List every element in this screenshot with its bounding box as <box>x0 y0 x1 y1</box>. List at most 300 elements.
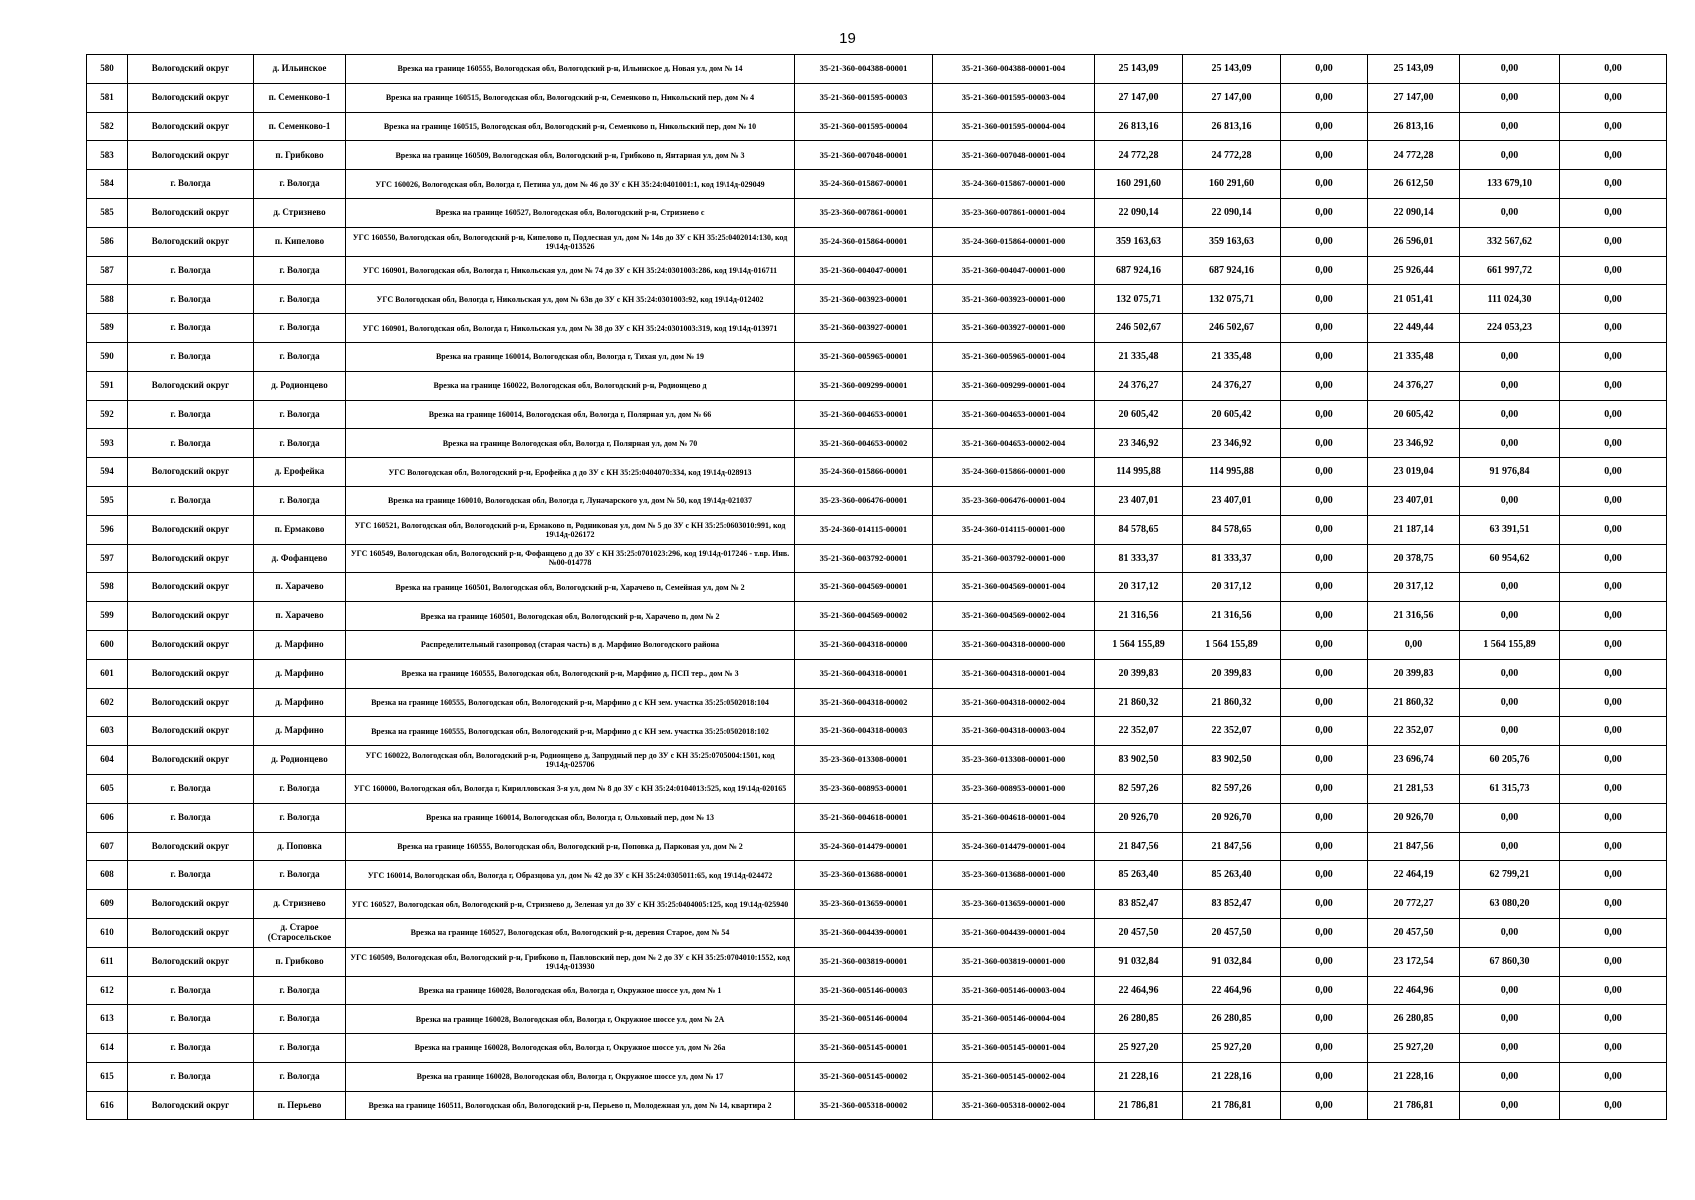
object-address-cell: УГС 160000, Вологодская обл, Вологда г, Кирилловская 3-я ул, дом № 8 до ЗУ с КН 35:24:0104013:525, код 19\14д-020165 <box>346 774 795 803</box>
district-cell: Вологодский округ <box>128 602 254 631</box>
value-other-cell: 0,00 <box>1560 342 1667 371</box>
row-number-cell: 589 <box>87 314 128 343</box>
object-address-cell: Врезка на границе 160014, Вологодская обл, Вологда г, Полярная ул, дом № 66 <box>346 400 795 429</box>
value-total-cell: 27 147,00 <box>1183 83 1281 112</box>
component-code-cell: 35-23-360-013688-00001-000 <box>933 861 1095 890</box>
value-total-cell: 21 228,16 <box>1183 1062 1281 1091</box>
object-address-cell: Врезка на границе 160515, Вологодская обл, Вологодский р-н, Семенково п, Никольский пер, дом № 4 <box>346 83 795 112</box>
value-part-a-cell: 21 316,56 <box>1368 602 1460 631</box>
value-other-cell: 0,00 <box>1560 227 1667 256</box>
value-initial-cell: 25 927,20 <box>1095 1034 1183 1063</box>
value-other-cell: 0,00 <box>1560 486 1667 515</box>
value-other-cell: 0,00 <box>1560 55 1667 84</box>
value-total-cell: 91 032,84 <box>1183 947 1281 976</box>
inventory-code-cell: 35-21-360-007048-00001 <box>795 141 933 170</box>
district-cell: Вологодский округ <box>128 659 254 688</box>
object-address-cell: Врезка на границе 160028, Вологодская обл, Вологда г, Окружное шоссе ул, дом № 2А <box>346 1005 795 1034</box>
value-part-b-cell: 0,00 <box>1460 976 1560 1005</box>
value-other-cell: 0,00 <box>1560 515 1667 544</box>
value-part-b-cell: 224 053,23 <box>1460 314 1560 343</box>
component-code-cell: 35-21-360-004318-00000-000 <box>933 630 1095 659</box>
value-part-b-cell: 63 080,20 <box>1460 890 1560 919</box>
settlement-cell: г. Вологда <box>254 170 346 199</box>
value-initial-cell: 23 346,92 <box>1095 429 1183 458</box>
row-number-cell: 585 <box>87 198 128 227</box>
value-zero-cell: 0,00 <box>1281 515 1368 544</box>
inventory-code-cell: 35-21-360-003927-00001 <box>795 314 933 343</box>
settlement-cell: г. Вологда <box>254 1034 346 1063</box>
value-part-a-cell: 20 378,75 <box>1368 544 1460 573</box>
value-part-b-cell: 0,00 <box>1460 918 1560 947</box>
object-address-cell: Врезка на границе 160555, Вологодская обл, Вологодский р-н, Ильинское д, Новая ул, дом № 14 <box>346 55 795 84</box>
value-total-cell: 81 333,37 <box>1183 544 1281 573</box>
value-zero-cell: 0,00 <box>1281 400 1368 429</box>
component-code-cell: 35-21-360-004653-00001-004 <box>933 400 1095 429</box>
table-row <box>87 602 1667 631</box>
district-cell: г. Вологда <box>128 774 254 803</box>
value-zero-cell: 0,00 <box>1281 342 1368 371</box>
value-total-cell: 21 335,48 <box>1183 342 1281 371</box>
settlement-cell: г. Вологда <box>254 803 346 832</box>
district-cell: г. Вологда <box>128 400 254 429</box>
object-address-cell: УГС 160509, Вологодская обл, Вологодский р-н, Грибково п, Павловский пер, дом № 2 до ЗУ с КН 35:25:0704010:1552, код 19\14д-013930 <box>346 947 795 976</box>
value-initial-cell: 83 852,47 <box>1095 890 1183 919</box>
value-initial-cell: 22 464,96 <box>1095 976 1183 1005</box>
table-row <box>87 717 1667 746</box>
object-address-cell: Врезка на границе 160014, Вологодская обл, Вологда г, Тихая ул, дом № 19 <box>346 342 795 371</box>
object-address-cell: Врезка на границе 160555, Вологодская обл, Вологодский р-н, Марфино д с КН зем. участка 35:25:0502018:102 <box>346 717 795 746</box>
value-total-cell: 25 143,09 <box>1183 55 1281 84</box>
row-number-cell: 591 <box>87 371 128 400</box>
value-initial-cell: 132 075,71 <box>1095 285 1183 314</box>
table-row <box>87 630 1667 659</box>
component-code-cell: 35-21-360-009299-00001-004 <box>933 371 1095 400</box>
value-part-a-cell: 20 772,27 <box>1368 890 1460 919</box>
district-cell: г. Вологда <box>128 285 254 314</box>
inventory-code-cell: 35-21-360-004569-00002 <box>795 602 933 631</box>
value-total-cell: 20 605,42 <box>1183 400 1281 429</box>
value-initial-cell: 81 333,37 <box>1095 544 1183 573</box>
settlement-cell: д. Родионцево <box>254 746 346 775</box>
settlement-cell: п. Харачево <box>254 573 346 602</box>
object-address-cell: УГС 160550, Вологодская обл, Вологодский р-н, Кипелово п, Подлесная ул, дом № 14в до ЗУ с КН 35:25:0402014:130, код 19\14д-013526 <box>346 227 795 256</box>
settlement-cell: д. Старое (Старосельское <box>254 918 346 947</box>
inventory-code-cell: 35-21-360-005318-00002 <box>795 1091 933 1120</box>
table-row <box>87 227 1667 256</box>
value-zero-cell: 0,00 <box>1281 573 1368 602</box>
value-initial-cell: 91 032,84 <box>1095 947 1183 976</box>
value-part-a-cell: 26 596,01 <box>1368 227 1460 256</box>
value-part-a-cell: 22 464,96 <box>1368 976 1460 1005</box>
value-part-a-cell: 23 696,74 <box>1368 746 1460 775</box>
value-part-b-cell: 0,00 <box>1460 573 1560 602</box>
object-address-cell: УГС Вологодская обл, Вологодский р-н, Ерофейка д до ЗУ с КН 35:25:0404070:334, код 19\14д-028913 <box>346 458 795 487</box>
object-address-cell: Врезка на границе 160511, Вологодская обл, Вологодский р-н, Перьево п, Молодежная ул, дом № 14, квартира 2 <box>346 1091 795 1120</box>
component-code-cell: 35-21-360-003923-00001-000 <box>933 285 1095 314</box>
value-zero-cell: 0,00 <box>1281 688 1368 717</box>
row-number-cell: 582 <box>87 112 128 141</box>
inventory-code-cell: 35-21-360-004618-00001 <box>795 803 933 832</box>
settlement-cell: г. Вологда <box>254 861 346 890</box>
value-total-cell: 22 464,96 <box>1183 976 1281 1005</box>
value-part-a-cell: 21 786,81 <box>1368 1091 1460 1120</box>
value-part-a-cell: 21 051,41 <box>1368 285 1460 314</box>
inventory-code-cell: 35-21-360-005146-00004 <box>795 1005 933 1034</box>
object-address-cell: УГС 160901, Вологодская обл, Вологда г, Никольская ул, дом № 74 до ЗУ с КН 35:24:0301003:286, код 19\14д-016711 <box>346 256 795 285</box>
inventory-code-cell: 35-23-360-013659-00001 <box>795 890 933 919</box>
district-cell: Вологодский округ <box>128 890 254 919</box>
value-total-cell: 83 852,47 <box>1183 890 1281 919</box>
component-code-cell: 35-21-360-005145-00001-004 <box>933 1034 1095 1063</box>
value-other-cell: 0,00 <box>1560 717 1667 746</box>
value-part-a-cell: 23 172,54 <box>1368 947 1460 976</box>
value-part-b-cell: 0,00 <box>1460 400 1560 429</box>
row-number-cell: 598 <box>87 573 128 602</box>
settlement-cell: д. Стризнево <box>254 890 346 919</box>
table-row <box>87 976 1667 1005</box>
value-part-a-cell: 22 090,14 <box>1368 198 1460 227</box>
value-initial-cell: 1 564 155,89 <box>1095 630 1183 659</box>
table-row <box>87 1062 1667 1091</box>
settlement-cell: д. Марфино <box>254 688 346 717</box>
object-address-cell: Врезка на границе 160555, Вологодская обл, Вологодский р-н, Марфино д с КН зем. участка 35:25:0502018:104 <box>346 688 795 717</box>
value-other-cell: 0,00 <box>1560 400 1667 429</box>
value-total-cell: 21 316,56 <box>1183 602 1281 631</box>
value-total-cell: 246 502,67 <box>1183 314 1281 343</box>
settlement-cell: д. Родионцево <box>254 371 346 400</box>
value-other-cell: 0,00 <box>1560 659 1667 688</box>
value-part-a-cell: 24 376,27 <box>1368 371 1460 400</box>
settlement-cell: д. Ерофейка <box>254 458 346 487</box>
value-zero-cell: 0,00 <box>1281 602 1368 631</box>
inventory-code-cell: 35-21-360-004318-00001 <box>795 659 933 688</box>
table-row <box>87 803 1667 832</box>
value-other-cell: 0,00 <box>1560 112 1667 141</box>
settlement-cell: г. Вологда <box>254 429 346 458</box>
value-part-a-cell: 24 772,28 <box>1368 141 1460 170</box>
row-number-cell: 610 <box>87 918 128 947</box>
value-other-cell: 0,00 <box>1560 918 1667 947</box>
component-code-cell: 35-21-360-003927-00001-000 <box>933 314 1095 343</box>
object-address-cell: Врезка на границе 160028, Вологодская обл, Вологда г, Окружное шоссе ул, дом № 1 <box>346 976 795 1005</box>
object-address-cell: Врезка на границе 160010, Вологодская обл, Вологда г, Луначарского ул, дом № 50, код 19\14д-021037 <box>346 486 795 515</box>
value-zero-cell: 0,00 <box>1281 544 1368 573</box>
value-zero-cell: 0,00 <box>1281 285 1368 314</box>
value-initial-cell: 85 263,40 <box>1095 861 1183 890</box>
value-initial-cell: 20 399,83 <box>1095 659 1183 688</box>
component-code-cell: 35-21-360-005146-00003-004 <box>933 976 1095 1005</box>
value-total-cell: 85 263,40 <box>1183 861 1281 890</box>
value-part-b-cell: 111 024,30 <box>1460 285 1560 314</box>
district-cell: Вологодский округ <box>128 55 254 84</box>
value-total-cell: 82 597,26 <box>1183 774 1281 803</box>
value-initial-cell: 24 772,28 <box>1095 141 1183 170</box>
district-cell: г. Вологда <box>128 486 254 515</box>
value-part-a-cell: 20 926,70 <box>1368 803 1460 832</box>
settlement-cell: г. Вологда <box>254 400 346 429</box>
district-cell: г. Вологда <box>128 976 254 1005</box>
district-cell: г. Вологда <box>128 314 254 343</box>
row-number-cell: 581 <box>87 83 128 112</box>
district-cell: Вологодский округ <box>128 717 254 746</box>
value-zero-cell: 0,00 <box>1281 947 1368 976</box>
district-cell: г. Вологда <box>128 429 254 458</box>
value-initial-cell: 84 578,65 <box>1095 515 1183 544</box>
inventory-code-cell: 35-24-360-015864-00001 <box>795 227 933 256</box>
value-part-a-cell: 20 605,42 <box>1368 400 1460 429</box>
inventory-code-cell: 35-21-360-003819-00001 <box>795 947 933 976</box>
value-total-cell: 20 926,70 <box>1183 803 1281 832</box>
value-initial-cell: 20 926,70 <box>1095 803 1183 832</box>
settlement-cell: г. Вологда <box>254 1005 346 1034</box>
inventory-code-cell: 35-21-360-005145-00002 <box>795 1062 933 1091</box>
settlement-cell: г. Вологда <box>254 976 346 1005</box>
district-cell: Вологодский округ <box>128 112 254 141</box>
value-part-b-cell: 0,00 <box>1460 717 1560 746</box>
value-part-a-cell: 22 352,07 <box>1368 717 1460 746</box>
value-other-cell: 0,00 <box>1560 1005 1667 1034</box>
table-row <box>87 746 1667 775</box>
value-part-b-cell: 133 679,10 <box>1460 170 1560 199</box>
component-code-cell: 35-21-360-004318-00001-004 <box>933 659 1095 688</box>
value-initial-cell: 24 376,27 <box>1095 371 1183 400</box>
component-code-cell: 35-21-360-004388-00001-004 <box>933 55 1095 84</box>
value-part-a-cell: 22 464,19 <box>1368 861 1460 890</box>
value-part-a-cell: 23 407,01 <box>1368 486 1460 515</box>
value-other-cell: 0,00 <box>1560 890 1667 919</box>
value-other-cell: 0,00 <box>1560 746 1667 775</box>
value-total-cell: 687 924,16 <box>1183 256 1281 285</box>
value-zero-cell: 0,00 <box>1281 55 1368 84</box>
value-zero-cell: 0,00 <box>1281 486 1368 515</box>
inventory-code-cell: 35-21-360-004439-00001 <box>795 918 933 947</box>
object-address-cell: Врезка на границе 160555, Вологодская обл, Вологодский р-н, Поповка д, Парковая ул, дом № 2 <box>346 832 795 861</box>
value-part-b-cell: 0,00 <box>1460 112 1560 141</box>
row-number-cell: 614 <box>87 1034 128 1063</box>
table-row <box>87 688 1667 717</box>
value-zero-cell: 0,00 <box>1281 1062 1368 1091</box>
value-part-b-cell: 0,00 <box>1460 688 1560 717</box>
component-code-cell: 35-21-360-004569-00002-004 <box>933 602 1095 631</box>
value-zero-cell: 0,00 <box>1281 832 1368 861</box>
table-row <box>87 198 1667 227</box>
value-part-a-cell: 23 346,92 <box>1368 429 1460 458</box>
settlement-cell: п. Перьево <box>254 1091 346 1120</box>
value-part-b-cell: 0,00 <box>1460 55 1560 84</box>
component-code-cell: 35-21-360-004618-00001-004 <box>933 803 1095 832</box>
value-zero-cell: 0,00 <box>1281 141 1368 170</box>
component-code-cell: 35-21-360-001595-00003-004 <box>933 83 1095 112</box>
object-address-cell: Врезка на границе 160501, Вологодская обл, Вологодский р-н, Харачево п, дом № 2 <box>346 602 795 631</box>
component-code-cell: 35-23-360-013659-00001-000 <box>933 890 1095 919</box>
inventory-code-cell: 35-21-360-003792-00001 <box>795 544 933 573</box>
inventory-code-cell: 35-21-360-004318-00002 <box>795 688 933 717</box>
value-part-b-cell: 0,00 <box>1460 486 1560 515</box>
table-row <box>87 256 1667 285</box>
object-address-cell: Врезка на границе 160022, Вологодская обл, Вологодский р-н, Родионцево д <box>346 371 795 400</box>
settlement-cell: д. Фофанцево <box>254 544 346 573</box>
row-number-cell: 605 <box>87 774 128 803</box>
row-number-cell: 592 <box>87 400 128 429</box>
inventory-code-cell: 35-21-360-004653-00002 <box>795 429 933 458</box>
settlement-cell: п. Кипелово <box>254 227 346 256</box>
asset-table <box>86 54 1667 1120</box>
inventory-code-cell: 35-23-360-008953-00001 <box>795 774 933 803</box>
value-total-cell: 23 407,01 <box>1183 486 1281 515</box>
value-initial-cell: 20 457,50 <box>1095 918 1183 947</box>
inventory-code-cell: 35-21-360-004653-00001 <box>795 400 933 429</box>
row-number-cell: 596 <box>87 515 128 544</box>
value-total-cell: 24 376,27 <box>1183 371 1281 400</box>
value-total-cell: 26 280,85 <box>1183 1005 1281 1034</box>
value-part-b-cell: 0,00 <box>1460 832 1560 861</box>
settlement-cell: г. Вологда <box>254 314 346 343</box>
object-address-cell: УГС 160022, Вологодская обл, Вологодский р-н, Родионцево д, Запрудный пер до ЗУ с КН 35:25:0705004:1501, код 19\14д-025706 <box>346 746 795 775</box>
inventory-code-cell: 35-21-360-001595-00003 <box>795 83 933 112</box>
value-other-cell: 0,00 <box>1560 803 1667 832</box>
value-initial-cell: 21 860,32 <box>1095 688 1183 717</box>
value-total-cell: 84 578,65 <box>1183 515 1281 544</box>
row-number-cell: 613 <box>87 1005 128 1034</box>
component-code-cell: 35-21-360-005146-00004-004 <box>933 1005 1095 1034</box>
value-part-a-cell: 23 019,04 <box>1368 458 1460 487</box>
table-row <box>87 285 1667 314</box>
value-other-cell: 0,00 <box>1560 544 1667 573</box>
value-part-b-cell: 0,00 <box>1460 659 1560 688</box>
component-code-cell: 35-21-360-003819-00001-000 <box>933 947 1095 976</box>
value-total-cell: 114 995,88 <box>1183 458 1281 487</box>
value-initial-cell: 26 280,85 <box>1095 1005 1183 1034</box>
inventory-code-cell: 35-21-360-004569-00001 <box>795 573 933 602</box>
district-cell: г. Вологда <box>128 256 254 285</box>
row-number-cell: 593 <box>87 429 128 458</box>
inventory-code-cell: 35-23-360-006476-00001 <box>795 486 933 515</box>
value-part-a-cell: 21 847,56 <box>1368 832 1460 861</box>
row-number-cell: 594 <box>87 458 128 487</box>
object-address-cell: УГС 160527, Вологодская обл, Вологодский р-н, Стризнево д, Зеленая ул до ЗУ с КН 35:25:0404005:125, код 19\14д-025940 <box>346 890 795 919</box>
value-part-a-cell: 21 228,16 <box>1368 1062 1460 1091</box>
value-part-a-cell: 21 335,48 <box>1368 342 1460 371</box>
value-total-cell: 22 090,14 <box>1183 198 1281 227</box>
value-initial-cell: 246 502,67 <box>1095 314 1183 343</box>
row-number-cell: 587 <box>87 256 128 285</box>
value-part-b-cell: 0,00 <box>1460 429 1560 458</box>
settlement-cell: г. Вологда <box>254 342 346 371</box>
district-cell: Вологодский округ <box>128 458 254 487</box>
object-address-cell: УГС 160549, Вологодская обл, Вологодский р-н, Фофанцево д до ЗУ с КН 35:25:0701023:296, код 19\14д-017246 - т.вр. Инв.№00-014778 <box>346 544 795 573</box>
inventory-code-cell: 35-24-360-014115-00001 <box>795 515 933 544</box>
value-zero-cell: 0,00 <box>1281 458 1368 487</box>
table-row <box>87 515 1667 544</box>
value-total-cell: 22 352,07 <box>1183 717 1281 746</box>
value-other-cell: 0,00 <box>1560 314 1667 343</box>
value-other-cell: 0,00 <box>1560 976 1667 1005</box>
value-part-a-cell: 27 147,00 <box>1368 83 1460 112</box>
value-zero-cell: 0,00 <box>1281 371 1368 400</box>
object-address-cell: Врезка на границе 160515, Вологодская обл, Вологодский р-н, Семенково п, Никольский пер, дом № 10 <box>346 112 795 141</box>
table-row <box>87 55 1667 84</box>
value-zero-cell: 0,00 <box>1281 256 1368 285</box>
value-initial-cell: 23 407,01 <box>1095 486 1183 515</box>
value-zero-cell: 0,00 <box>1281 659 1368 688</box>
value-zero-cell: 0,00 <box>1281 1091 1368 1120</box>
value-part-a-cell: 26 280,85 <box>1368 1005 1460 1034</box>
value-total-cell: 23 346,92 <box>1183 429 1281 458</box>
table-row <box>87 429 1667 458</box>
value-part-a-cell: 22 449,44 <box>1368 314 1460 343</box>
table-row <box>87 774 1667 803</box>
table-row <box>87 890 1667 919</box>
value-initial-cell: 21 847,56 <box>1095 832 1183 861</box>
district-cell: Вологодский округ <box>128 688 254 717</box>
table-row <box>87 371 1667 400</box>
table-row <box>87 918 1667 947</box>
value-initial-cell: 21 316,56 <box>1095 602 1183 631</box>
value-other-cell: 0,00 <box>1560 630 1667 659</box>
value-other-cell: 0,00 <box>1560 141 1667 170</box>
inventory-code-cell: 35-21-360-004047-00001 <box>795 256 933 285</box>
value-other-cell: 0,00 <box>1560 861 1667 890</box>
value-part-b-cell: 0,00 <box>1460 83 1560 112</box>
value-zero-cell: 0,00 <box>1281 83 1368 112</box>
table-row <box>87 112 1667 141</box>
component-code-cell: 35-21-360-004439-00001-004 <box>933 918 1095 947</box>
row-number-cell: 597 <box>87 544 128 573</box>
component-code-cell: 35-21-360-005145-00002-004 <box>933 1062 1095 1091</box>
value-part-b-cell: 61 315,73 <box>1460 774 1560 803</box>
value-initial-cell: 21 228,16 <box>1095 1062 1183 1091</box>
value-initial-cell: 160 291,60 <box>1095 170 1183 199</box>
settlement-cell: п. Харачево <box>254 602 346 631</box>
value-part-b-cell: 0,00 <box>1460 1091 1560 1120</box>
settlement-cell: г. Вологда <box>254 1062 346 1091</box>
value-other-cell: 0,00 <box>1560 947 1667 976</box>
district-cell: Вологодский округ <box>128 544 254 573</box>
row-number-cell: 595 <box>87 486 128 515</box>
object-address-cell: Врезка на границе 160509, Вологодская обл, Вологодский р-н, Грибково п, Янтарная ул, дом № 3 <box>346 141 795 170</box>
district-cell: Вологодский округ <box>128 227 254 256</box>
row-number-cell: 615 <box>87 1062 128 1091</box>
district-cell: Вологодский округ <box>128 947 254 976</box>
value-initial-cell: 27 147,00 <box>1095 83 1183 112</box>
value-total-cell: 20 399,83 <box>1183 659 1281 688</box>
value-part-a-cell: 21 281,53 <box>1368 774 1460 803</box>
value-part-b-cell: 60 954,62 <box>1460 544 1560 573</box>
district-cell: Вологодский округ <box>128 1091 254 1120</box>
value-part-a-cell: 20 317,12 <box>1368 573 1460 602</box>
component-code-cell: 35-21-360-007048-00001-004 <box>933 141 1095 170</box>
object-address-cell: Врезка на границе 160028, Вологодская обл, Вологда г, Окружное шоссе ул, дом № 17 <box>346 1062 795 1091</box>
component-code-cell: 35-23-360-006476-00001-004 <box>933 486 1095 515</box>
value-total-cell: 24 772,28 <box>1183 141 1281 170</box>
value-other-cell: 0,00 <box>1560 83 1667 112</box>
value-part-a-cell: 0,00 <box>1368 630 1460 659</box>
value-total-cell: 160 291,60 <box>1183 170 1281 199</box>
district-cell: г. Вологда <box>128 1062 254 1091</box>
value-other-cell: 0,00 <box>1560 1062 1667 1091</box>
value-other-cell: 0,00 <box>1560 285 1667 314</box>
value-part-a-cell: 25 143,09 <box>1368 55 1460 84</box>
value-other-cell: 0,00 <box>1560 429 1667 458</box>
row-number-cell: 588 <box>87 285 128 314</box>
district-cell: Вологодский округ <box>128 198 254 227</box>
component-code-cell: 35-24-360-015864-00001-000 <box>933 227 1095 256</box>
object-address-cell: УГС 160521, Вологодская обл, Вологодский р-н, Ермаково п, Родниковая ул, дом № 5 до ЗУ с КН 35:25:0603010:991, код 19\14д-026172 <box>346 515 795 544</box>
row-number-cell: 616 <box>87 1091 128 1120</box>
table-row <box>87 861 1667 890</box>
row-number-cell: 584 <box>87 170 128 199</box>
value-total-cell: 21 860,32 <box>1183 688 1281 717</box>
